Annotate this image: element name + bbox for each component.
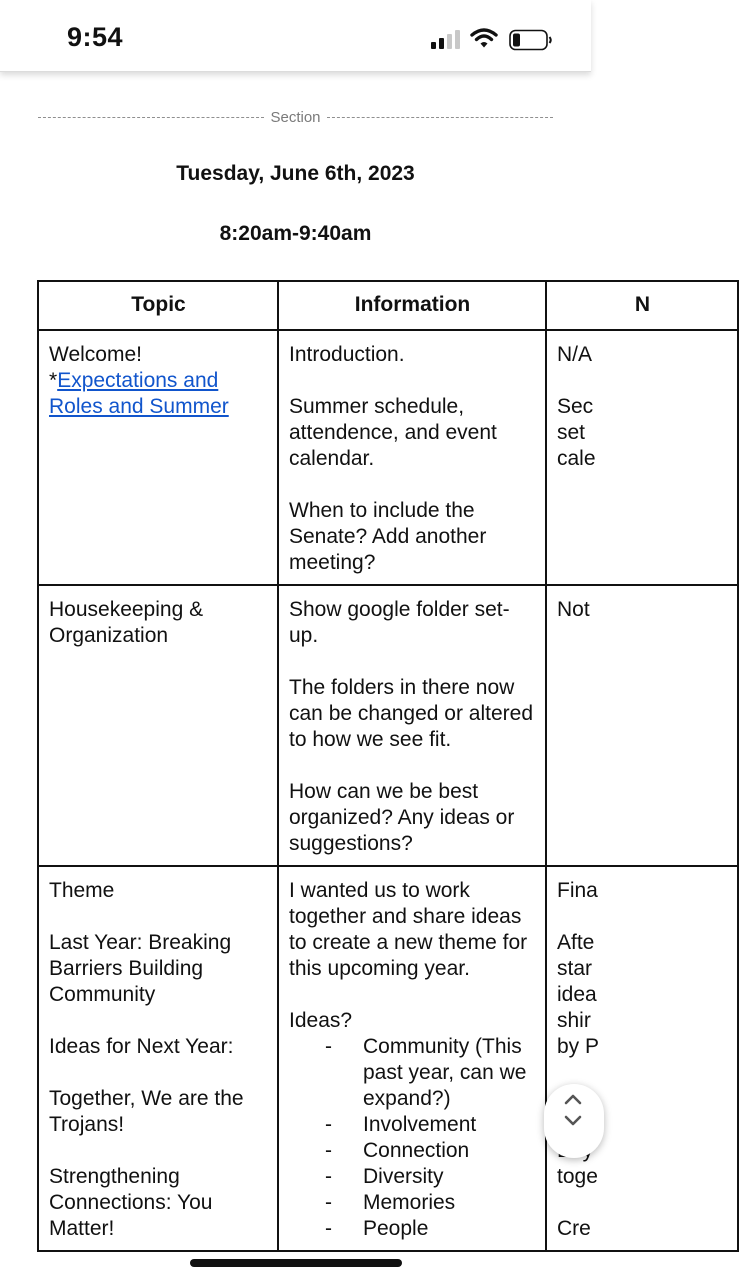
table-row: [38, 866, 738, 1251]
information-paragraph: I wanted us to work together and share ideas to create a new theme for this upcoming year.: [289, 879, 528, 980]
topic-text: Theme: [49, 879, 115, 902]
information-paragraph: The folders in there now can be changed or altered to how we see fit.: [289, 676, 534, 751]
list-item: - People: [289, 1216, 536, 1242]
notes-paragraph: Sec set cale: [557, 395, 596, 470]
notes-cell: [546, 585, 738, 866]
cellular-signal-icon: [431, 29, 463, 49]
document-view[interactable]: [0, 72, 651, 1280]
battery-icon: [509, 29, 553, 51]
information-paragraph: When to include the Senate? Add another meeting?: [289, 499, 487, 574]
information-paragraph: How can we be best organized? Any ideas or suggestions?: [289, 780, 515, 855]
section-break: [38, 108, 553, 126]
notes-paragraph: toge: [557, 1165, 598, 1188]
notes-paragraph: Fina: [557, 879, 598, 902]
scroll-nav-control[interactable]: [544, 1084, 604, 1158]
list-item: - Involvement: [289, 1112, 536, 1138]
information-cell: [278, 866, 546, 1251]
status-time: 9:54: [67, 22, 124, 52]
notes-paragraph: N/A: [557, 343, 593, 366]
chevron-down-icon[interactable]: [564, 1114, 582, 1128]
topic-prefix: *: [49, 369, 58, 392]
list-item: - Diversity: [289, 1164, 536, 1190]
table-header-row: [38, 281, 738, 330]
table-row: [38, 330, 738, 585]
notes-cell: [546, 330, 738, 585]
meeting-time: 8:20am-9:40am: [219, 222, 372, 245]
topic-text: Ideas for Next Year:: [49, 1035, 234, 1058]
meeting-date: Tuesday, June 6th, 2023: [176, 162, 415, 185]
status-bar: [0, 0, 591, 72]
column-header-topic: Topic: [38, 281, 278, 330]
notes-paragraph: Not: [557, 598, 590, 621]
home-indicator[interactable]: [190, 1259, 402, 1267]
list-item: - Memories: [289, 1190, 536, 1216]
ideas-list: [289, 1034, 536, 1242]
wifi-icon: [470, 27, 498, 49]
agenda-table: [37, 280, 739, 1252]
information-paragraph: Summer schedule, attendence, and event calendar.: [289, 395, 497, 470]
topic-cell: [38, 585, 278, 866]
topic-text: Strengthening Connections: You Matter!: [49, 1165, 213, 1240]
list-item: - Connection: [289, 1138, 536, 1164]
table-row: [38, 585, 738, 866]
list-item: - Community (This past year, can we expand?): [289, 1034, 536, 1112]
notes-paragraph: Cre: [557, 1217, 591, 1240]
column-header-notes: N: [546, 281, 738, 330]
topic-text: Together, We are the Trojans!: [49, 1087, 244, 1136]
notes-paragraph: Afte star idea shir by P: [557, 931, 600, 1058]
topic-text: Welcome!: [49, 343, 142, 366]
topic-text: Last Year: Breaking Barriers Building Community: [49, 931, 232, 1006]
section-break-label: Section: [270, 108, 321, 126]
information-paragraph: Show google folder set-up.: [289, 598, 510, 647]
topic-cell: [38, 330, 278, 585]
information-paragraph: Introduction.: [289, 343, 405, 366]
information-paragraph: Ideas?: [289, 1009, 353, 1032]
chevron-up-icon[interactable]: [564, 1092, 582, 1106]
column-header-information: Information: [278, 281, 546, 330]
expectations-link[interactable]: Expectations and Roles and Summer: [49, 369, 229, 418]
topic-cell: [38, 866, 278, 1251]
information-cell: [278, 585, 546, 866]
information-cell: [278, 330, 546, 585]
notes-cell: [546, 866, 738, 1251]
topic-text: Housekeeping & Organization: [49, 598, 204, 647]
